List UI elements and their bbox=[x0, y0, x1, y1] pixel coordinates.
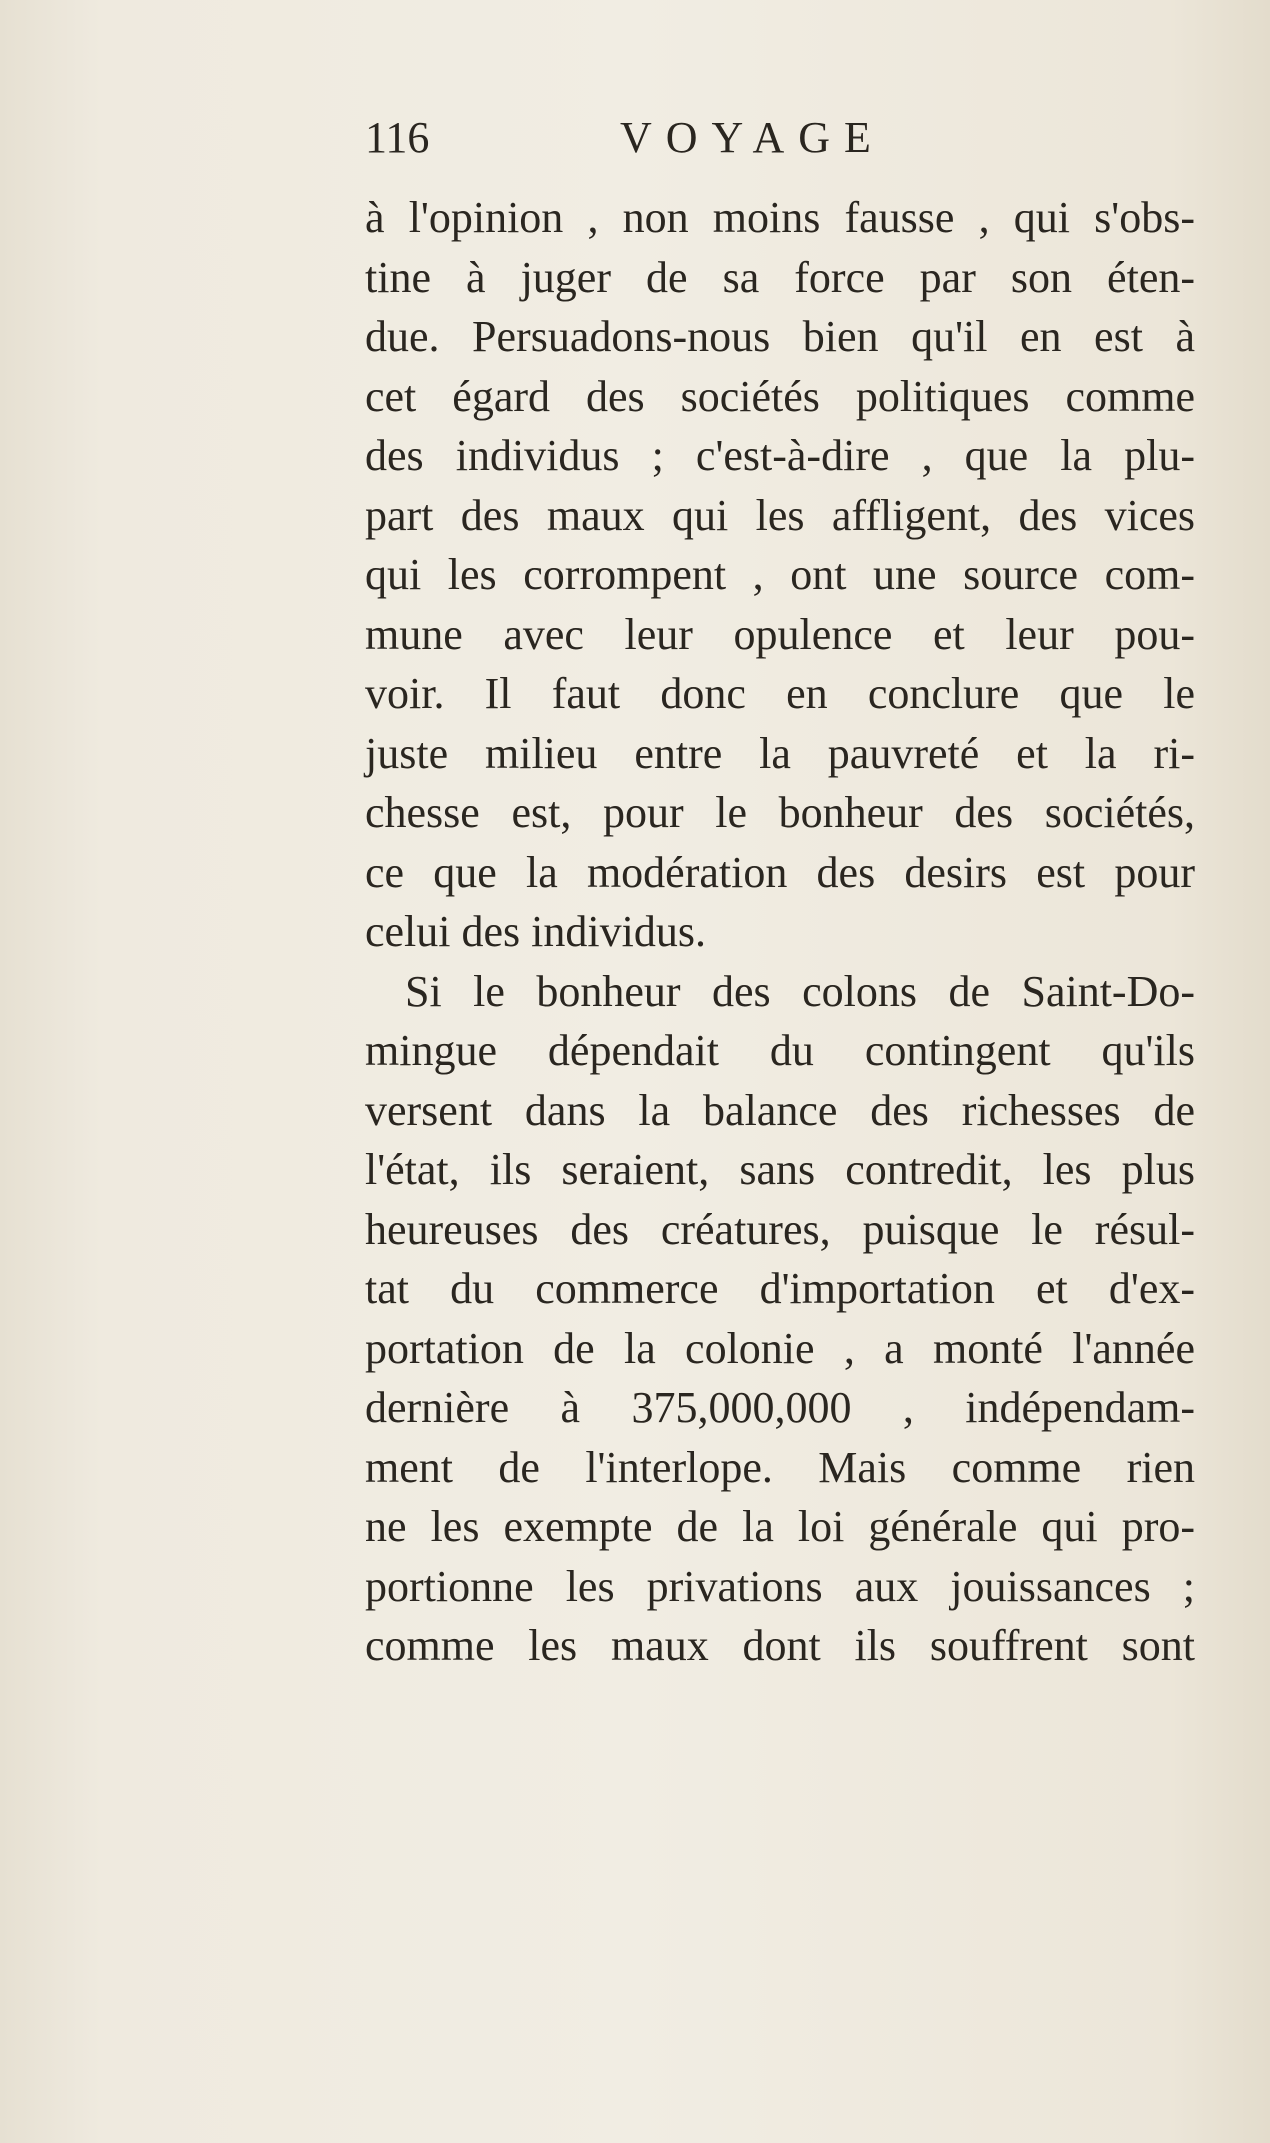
page-number: 116 bbox=[365, 113, 430, 162]
text-line: juste milieu entre la pauvreté et la ri- bbox=[365, 728, 1195, 778]
text-line: portionne les privations aux jouissances ; bbox=[365, 1561, 1195, 1611]
text-line: ment de l'interlope. Mais comme rien bbox=[365, 1442, 1195, 1492]
text-line: qui les corrompent , ont une source com- bbox=[365, 550, 1195, 599]
text-line: tine à juger de sa force par son éten- bbox=[365, 252, 1195, 302]
text-line: cet égard des sociétés politiques comme bbox=[365, 371, 1195, 421]
text-line: dernière à 375,000,000 , indépendam- bbox=[365, 1383, 1195, 1432]
text-line: versent dans la balance des richesses de bbox=[365, 1085, 1195, 1135]
text-line: chesse est, pour le bonheur des sociétés, bbox=[365, 788, 1195, 837]
text-line: l'état, ils seraient, sans contredit, les plus bbox=[365, 1145, 1195, 1194]
text-line: part des maux qui les affligent, des vices bbox=[365, 490, 1195, 540]
text-line: comme les maux dont ils souffrent sont bbox=[365, 1621, 1195, 1670]
text-line: mingue dépendait du contingent qu'ils bbox=[365, 1026, 1195, 1075]
text-line: à l'opinion , non moins fausse , qui s'obs- bbox=[365, 193, 1195, 242]
text-line: portation de la colonie , a monté l'année bbox=[365, 1323, 1195, 1373]
page-header bbox=[365, 112, 1195, 172]
text-line: heureuses des créatures, puisque le résul- bbox=[365, 1204, 1195, 1254]
text-line: voir. Il faut donc en conclure que le bbox=[365, 669, 1195, 718]
text-line: mune avec leur opulence et leur pou- bbox=[365, 609, 1195, 659]
text-line: due. Persuadons-nous bien qu'il en est à bbox=[365, 312, 1195, 361]
text-line: Si le bonheur des colons de Saint-Do- bbox=[405, 966, 1195, 1016]
running-head: VOYAGE bbox=[620, 113, 885, 162]
body-text bbox=[365, 188, 1195, 1676]
paragraph bbox=[365, 188, 1195, 962]
text-line: tat du commerce d'importation et d'ex- bbox=[365, 1264, 1195, 1313]
text-line: ne les exempte de la loi générale qui pro- bbox=[365, 1502, 1195, 1551]
paragraph bbox=[365, 962, 1195, 1676]
text-line: ce que la modération des desirs est pour bbox=[365, 847, 1195, 897]
text-line: celui des individus. bbox=[365, 907, 706, 956]
text-line: des individus ; c'est-à-dire , que la plu- bbox=[365, 431, 1195, 480]
